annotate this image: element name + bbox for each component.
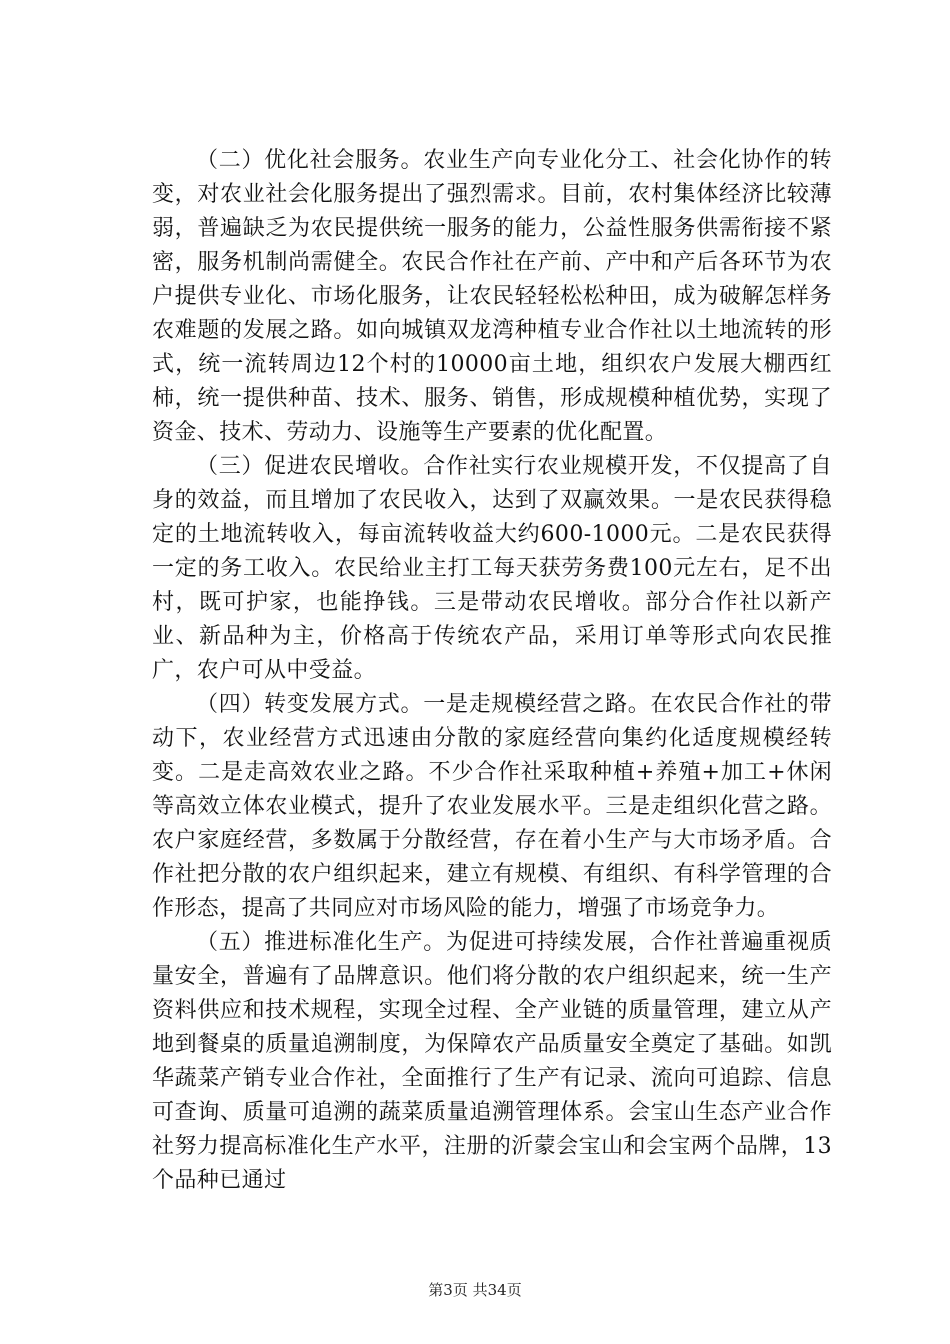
paragraph-transform-development-mode: （四）转变发展方式。一是走规模经营之路。在农民合作社的带动下，农业经营方式迅速由分散的家庭经营向集约化适度规模经转变。二是走高效农业之路。不少合作社采取种植+养殖+加工+休闲等高效立体农业模式，提升了农业发展水平。三是走组织化营之路。农户家庭经营，多数属于分散经营，存在着小生产与大市场矛盾。合作社把分散的农户组织起来，建立有规模、有组织、有科学管理的合作形态，提高了共同应对市场风险的能力，增强了市场竞争力。 [152, 692, 832, 921]
paragraph-standardized-production: （五）推进标准化生产。为促进可持续发展，合作社普遍重视质量安全，普遍有了品牌意识。他们将分散的农户组织起来，统一生产资料供应和技术规程，实现全过程、全产业链的质量管理，建立从产地到餐桌的质量追溯制度，为保障农产品质量安全奠定了基础。如凯华蔬菜产销专业合作社，全面推行了生产有记录、流向可追踪、信息可查询、质量可追溯的蔬菜质量追溯管理体系。会宝山生态产业合作社努力提高标准化生产水平，注册的沂蒙会宝山和会宝两个品牌，13个品种已通过 [152, 930, 832, 1193]
page-footer: 第3页 共34页 [428, 1281, 522, 1299]
paragraph-increase-farmer-income: （三）促进农民增收。合作社实行农业规模开发，不仅提高了自身的效益，而且增加了农民收入，达到了双赢效果。一是农民获得稳定的土地流转收入，每亩流转收益大约600-1000元。二是农民获得一定的务工收入。农民给业主打工每天获劳务费100元左右，足不出村，既可护家，也能挣钱。三是带动农民增收。部分合作社以新产业、新品种为主，价格高于传统农产品，采用订单等形式向农民推广，农户可从中受益。 [152, 454, 832, 683]
document-body [152, 144, 832, 1198]
paragraph-optimize-social-services: （二）优化社会服务。农业生产向专业化分工、社会化协作的转变，对农业社会化服务提出了强烈需求。目前，农村集体经济比较薄弱，普遍缺乏为农民提供统一服务的能力，公益性服务供需衔接不紧密，服务机制尚需健全。农民合作社在产前、产中和产后各环节为农户提供专业化、市场化服务，让农民轻轻松松种田，成为破解怎样务农难题的发展之路。如向城镇双龙湾种植专业合作社以土地流转的形式，统一流转周边12个村的10000亩土地，组织农户发展大棚西红柿，统一提供种苗、技术、服务、销售，形成规模种植优势，实现了资金、技术、劳动力、设施等生产要素的优化配置。 [152, 148, 832, 445]
